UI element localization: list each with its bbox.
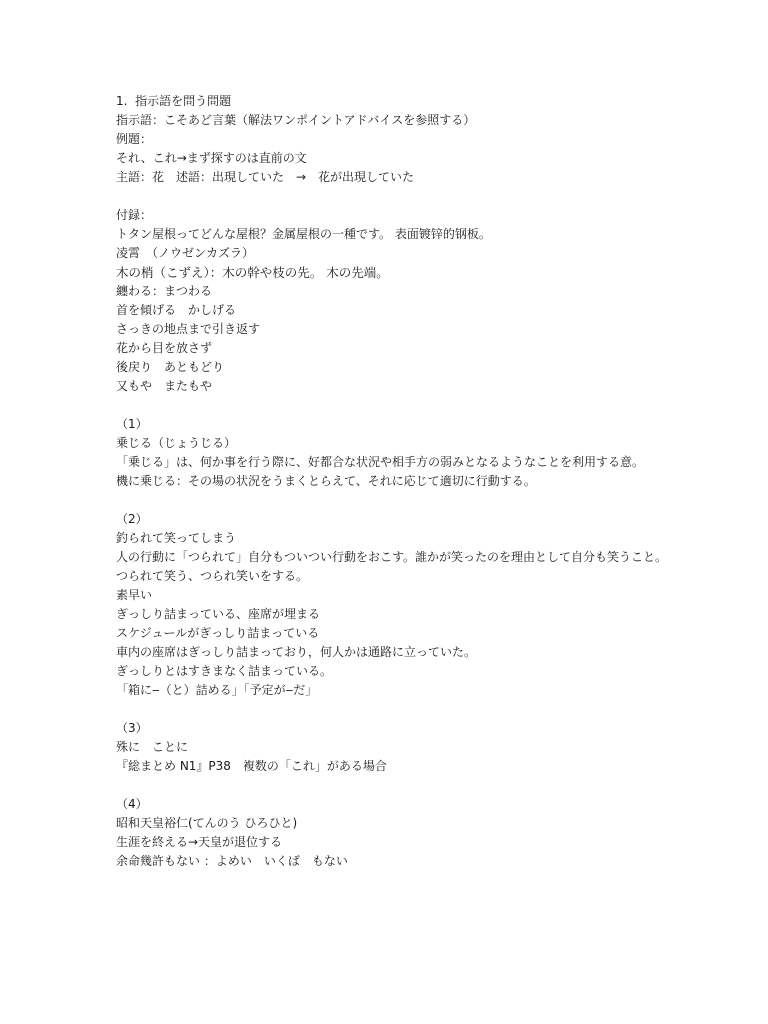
section-appendix bbox=[116, 206, 676, 396]
question-number: （1） bbox=[116, 417, 148, 431]
question-number: （4） bbox=[116, 797, 148, 811]
spacer bbox=[116, 396, 676, 415]
spacer bbox=[116, 700, 676, 719]
question-number: （3） bbox=[116, 721, 148, 735]
text-line: 纏わる：まつわる bbox=[116, 284, 213, 298]
spacer bbox=[116, 776, 676, 795]
text-line: スケジュールがぎっしり詰まっている bbox=[116, 626, 320, 640]
text-line: 素早い bbox=[116, 588, 153, 602]
text-line: 『総まとめ N1』P38 複数の「これ」がある場合 bbox=[116, 759, 387, 773]
spacer bbox=[116, 187, 676, 206]
text-line: 後戻り あともどり bbox=[116, 360, 225, 374]
document-body bbox=[116, 92, 676, 871]
text-line: それ、これ→まず探すのは直前の文 bbox=[116, 151, 307, 165]
text-line: 釣られて笑ってしまう bbox=[116, 531, 237, 545]
text-line: 木の梢（こずえ）：木の幹や枝の先。 木の先端。 bbox=[116, 265, 389, 280]
text-line: 人の行動に「つられて」自分もついつい行動をおこす。誰かが笑ったのを理由として自分も笑うこと。 bbox=[116, 550, 668, 564]
section-q4 bbox=[116, 795, 676, 871]
text-line: 付録： bbox=[116, 208, 153, 222]
text-line: 車内の座席はぎっしり詰まっており，何人かは通路に立っていた。 bbox=[116, 645, 477, 659]
text-line: トタン屋根ってどんな屋根？金属屋根の一種です。 表面镀锌的钢板。 bbox=[116, 227, 491, 241]
text-line: 凌霄 （ノウゼンカズラ） bbox=[116, 246, 255, 260]
text-line: 昭和天皇裕仁(てんのう ひろひと) bbox=[116, 816, 298, 830]
section-q3 bbox=[116, 719, 676, 776]
text-line: 殊に ことに bbox=[116, 740, 189, 754]
text-line: 花から目を放さず bbox=[116, 341, 213, 355]
text-line: 指示語：こそあど言葉（解法ワンポイントアドバイスを参照する） bbox=[116, 113, 476, 127]
text-line: つられて笑う、つられ笑いをする。 bbox=[116, 569, 309, 583]
spacer bbox=[116, 491, 676, 510]
text-line: さっきの地点まで引き返す bbox=[116, 322, 261, 336]
text-line: ぎっしり詰まっている、座席が埋まる bbox=[116, 607, 321, 621]
text-line: 「乗じる」は、何か事を行う際に、好都合な状況や相手方の弱みとなるようなことを利用する意。 bbox=[116, 455, 645, 469]
section-q2 bbox=[116, 510, 676, 700]
text-line: 例題： bbox=[116, 132, 153, 146]
text-line: 機に乗じる：その場の状況をうまくとらえて、それに応じて適切に行動する。 bbox=[116, 474, 536, 488]
text-line: ぎっしりとはすきまなく詰まっている。 bbox=[116, 664, 333, 678]
section-q1 bbox=[116, 415, 676, 491]
text-line: 又もや またもや bbox=[116, 379, 213, 393]
text-line: 乗じる（じょうじる） bbox=[116, 436, 237, 450]
text-line: 余命幾許もない ：よめい いくば もない bbox=[116, 854, 348, 868]
text-line: 首を傾げる かしげる bbox=[116, 303, 237, 317]
text-line: 生涯を終える→天皇が退位する bbox=[116, 835, 283, 849]
question-number: （2） bbox=[116, 512, 148, 526]
text-line: 「箱に‒（と）詰める」「予定が‒だ」 bbox=[116, 683, 318, 697]
section-intro bbox=[116, 92, 676, 187]
text-line: 主語：花 述語：出現していた → 花が出現していた bbox=[116, 170, 415, 184]
heading-line: 1. 指示語を問う問題 bbox=[116, 94, 232, 108]
